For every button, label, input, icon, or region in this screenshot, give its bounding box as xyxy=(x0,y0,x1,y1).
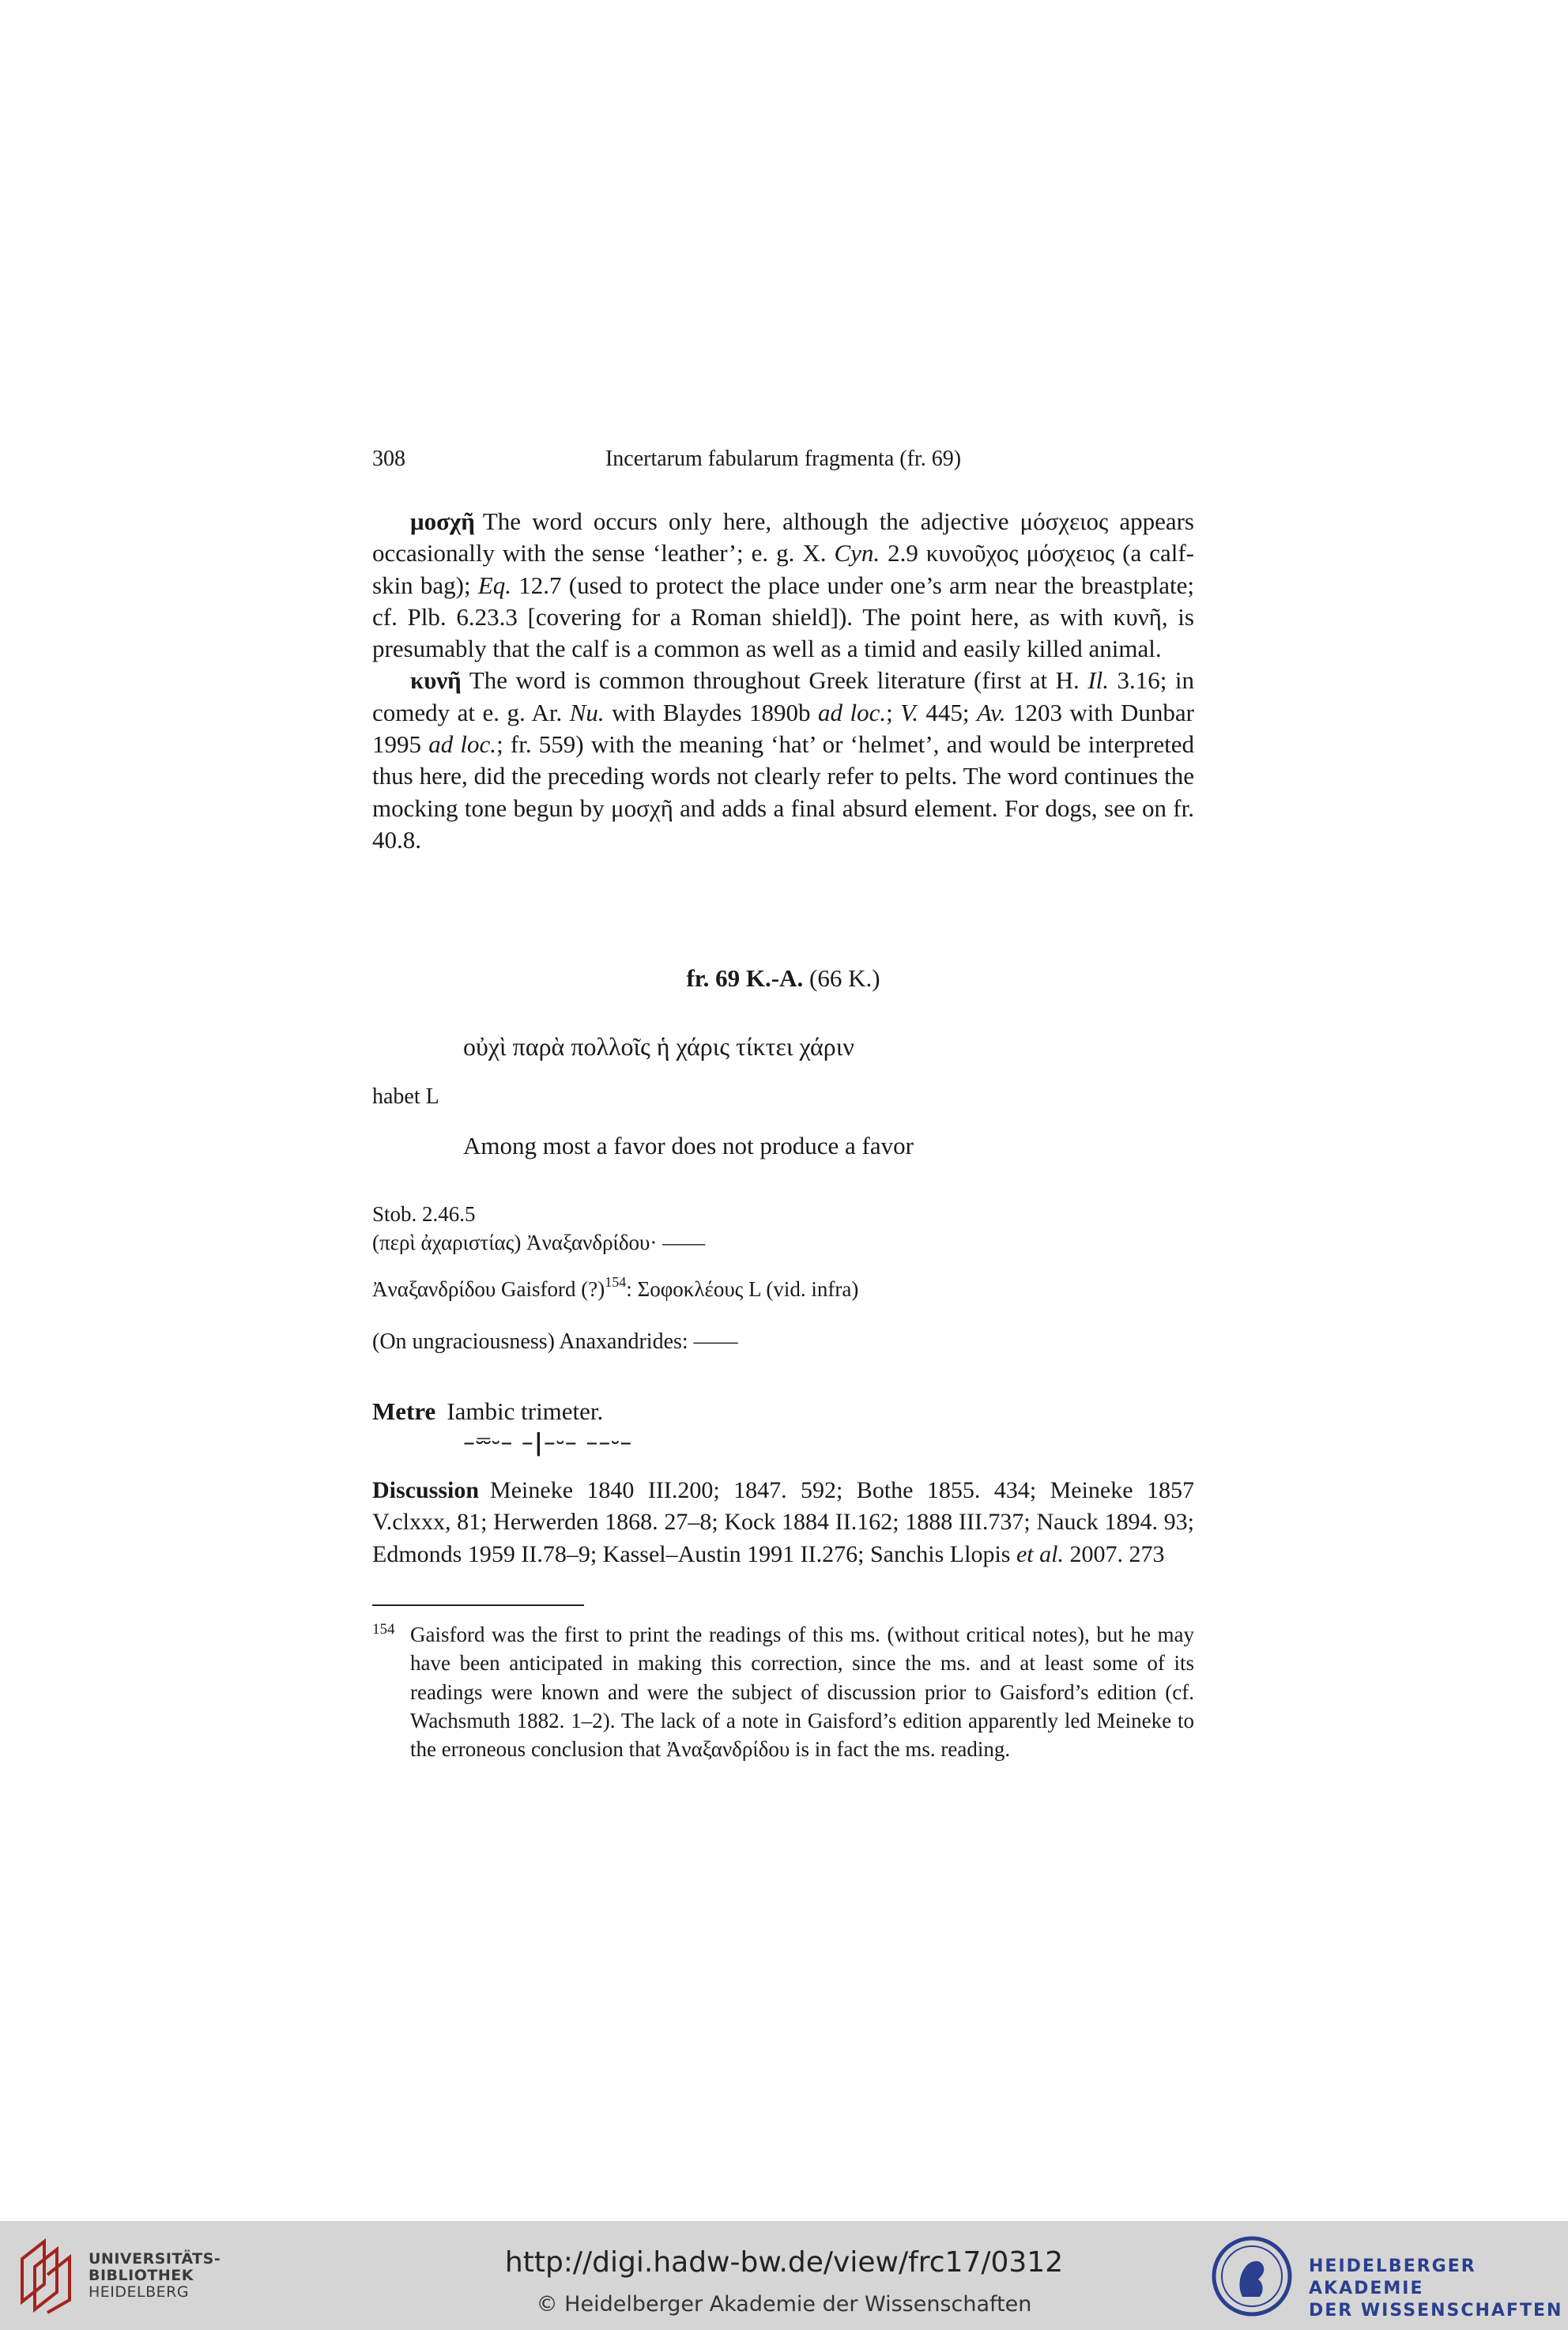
commentary-italic: ad loc. xyxy=(818,698,887,726)
viewer-footer-bar xyxy=(0,2221,1568,2330)
logo-line: HEIDELBERG xyxy=(89,2283,190,2301)
logo-line: BIBLIOTHEK xyxy=(89,2267,194,2284)
academy-seal-icon xyxy=(1211,2235,1293,2317)
discussion-italic: et al. xyxy=(1016,1540,1064,1567)
metrical-scheme xyxy=(463,1429,632,1457)
fragment-heading xyxy=(372,964,1194,993)
lemma: μοσχῆ xyxy=(410,507,475,535)
commentary-text: 3.16; in comedy at e. g. Ar. xyxy=(372,666,1194,726)
page-number: 308 xyxy=(372,447,405,471)
footnote xyxy=(372,1620,1194,1763)
running-title: Incertarum fabularum fragmenta (fr. 69) xyxy=(605,447,962,471)
commentary-italic: V. xyxy=(900,698,918,726)
copyright-notice: © Heidelberger Akademie der Wissenschaften xyxy=(536,2292,1032,2317)
source-reference: Stob. 2.46.5 xyxy=(372,1202,476,1226)
metre-line xyxy=(372,1397,603,1426)
metre-text: Iambic trimeter. xyxy=(447,1397,604,1425)
commentary-italic: Eq. xyxy=(477,571,512,599)
scheme-part: –⏔⏑– – xyxy=(463,1429,534,1457)
footnote-reference: 154 xyxy=(605,1274,627,1290)
logo-line: DER WISSENSCHAFTEN xyxy=(1309,2301,1563,2321)
fragment-greek-text: οὐχὶ παρὰ πολλοῖς ἡ χάρις τίκτει χάριν xyxy=(463,1032,854,1061)
commentary-italic: Cyn. xyxy=(834,539,880,567)
logo-line: UNIVERSITÄTS- xyxy=(89,2250,221,2268)
footnote-rule xyxy=(372,1604,584,1606)
apparatus-text: Ἀναξανδρίδου Gaisford (?) xyxy=(372,1277,605,1301)
commentary-text: The word is common throughout Greek literature (first at H. xyxy=(469,666,1088,695)
discussion-text: 2007. 273 xyxy=(1063,1540,1165,1567)
commentary-text: 12.7 (used to protect the place under one’s arm near the breastplate; cf. Plb. 6.23.3 [covering for a Roman shield]). The point here, as with κυνῆ, is presumably that the calf is a common as well as a timid and easily killed animal. xyxy=(372,571,1194,663)
commentary-paragraph xyxy=(372,665,1194,856)
commentary-text: ; fr. 559) with the meaning ‘hat’ or ‘helmet’, and would be interpreted thus here, did the preceding words not clearly refer to pelts. The word continues the mocking tone begun by μοσχῆ and adds a final absurd element. For dogs, see on fr. 40.8. xyxy=(372,730,1195,854)
commentary-text: 2.9 κυνοῦχος μόσχειος (a calf-skin bag); xyxy=(372,539,1194,599)
permalink-url[interactable]: http://digi.hadw-bw.de/view/frc17/0312 xyxy=(504,2246,1064,2279)
fragment-translation: Among most a favor does not produce a favor xyxy=(463,1132,914,1159)
metre-label: Metre xyxy=(372,1397,436,1425)
academy-name xyxy=(1309,2256,1568,2322)
commentary-paragraph xyxy=(372,506,1194,665)
commentary-text: ; xyxy=(886,698,901,726)
scheme-part: –⏑– ––⏑– xyxy=(543,1429,633,1457)
commentary-block xyxy=(372,506,1194,856)
commentary-text: 445; xyxy=(918,698,978,726)
discussion-block xyxy=(372,1475,1194,1570)
commentary-text: with Blaydes 1890b xyxy=(604,698,819,726)
discussion-label: Discussion xyxy=(372,1477,480,1503)
source-block xyxy=(372,1200,705,1257)
apparatus-text: : Σοφοκλέους L (vid. infra) xyxy=(626,1277,859,1301)
running-head xyxy=(372,447,1194,478)
footnote-mark: 154 xyxy=(372,1621,395,1638)
fragment-number: fr. 69 K.-A. xyxy=(686,964,804,992)
fragment-alt-number: (66 K.) xyxy=(803,964,880,992)
source-line: (περὶ ἀχαριστίας) Ἀναξανδρίδου· —— xyxy=(372,1231,706,1254)
commentary-text: 1203 with Dunbar 1995 xyxy=(372,698,1194,759)
footnote-text: Gaisford was the first to print the readings of this ms. (without critical notes), but he may have been anticipated in making this correction, since the ms. and at least some of its readings were known and were the subject of discussion prior to Gaisford’s edition (cf. Wachsmuth 1882. 1–2). The lack of a note in Gaisford’s edition apparently led Meineke to the erroneous conclusion that Ἀναξανδρίδου is in fact the ms. reading. xyxy=(410,1623,1194,1762)
discussion-text: Meineke 1840 III.200; 1847. 592; Bothe 1855. 434; Meineke 1857 V.clxxx, 81; Herwerden 1868. 27–8; Kock 1884 II.162; 1888 III.737; Nauck 1894. 93; Edmonds 1959 II.78–9; Kassel–Austin 1991 II.276; Sanchis Llopis xyxy=(372,1477,1194,1567)
commentary-italic: ad loc. xyxy=(428,730,497,759)
commentary-text: The word occurs only here, although the adjective μόσχειος appears occasionally with the sense ‘leather’; e. g. X. xyxy=(372,507,1194,567)
caesura-mark: | xyxy=(533,1429,544,1457)
commentary-italic: Av. xyxy=(977,698,1006,726)
commentary-italic: Il. xyxy=(1087,666,1109,695)
lemma: κυνῆ xyxy=(410,666,462,695)
apparatus-criticus xyxy=(372,1274,859,1302)
source-translation: (On ungraciousness) Anaxandrides: —— xyxy=(372,1329,738,1354)
commentary-italic: Nu. xyxy=(569,698,605,726)
habet-note: habet L xyxy=(372,1084,439,1109)
logo-line: HEIDELBERGER AKADEMIE xyxy=(1309,2256,1476,2298)
